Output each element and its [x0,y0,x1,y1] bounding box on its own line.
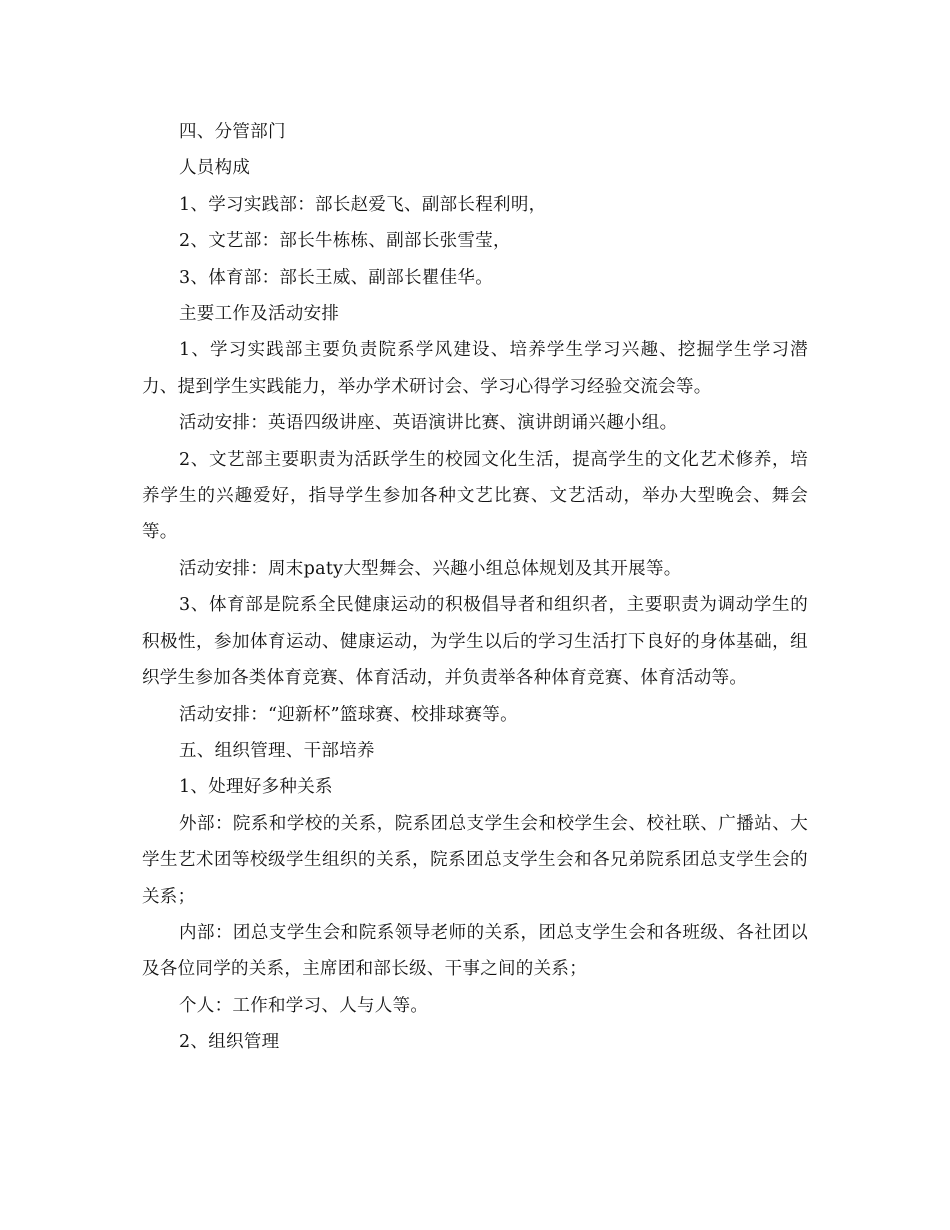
document-body [142,114,808,1061]
staff-item-sports: 3、体育部：部长王威、副部长瞿佳华。 [179,267,494,288]
paragraph-study-practice-duties: 1、学习实践部主要负责院系学风建设、培养学生学习兴趣、挖掘学生学习潜力、提到学生实践能力，举办学术研讨会、学习心得学习经验交流会等。 [142,340,808,397]
subheading-work-activities: 主要工作及活动安排 [179,304,340,325]
paragraph-arts-duties: 2、文艺部主要职责为活跃学生的校园文化生活，提高学生的文化艺术修养，培养学生的兴趣爱好，指导学生参加各种文艺比赛、文艺活动，举办大型晚会、舞会等。 [142,449,808,543]
paragraph-internal-relations: 内部：团总支学生会和院系领导老师的关系，团总支学生会和各班级、各社团以及各位同学的关系，主席团和部长级、干事之间的关系； [142,922,808,980]
paragraph-external-relations: 外部：院系和学校的关系，院系团总支学生会和校学生会、校社联、广播站、大学生艺术团等校级学生组织的关系，院系团总支学生会和各兄弟院系团总支学生会的关系； [142,813,808,907]
subheading-relationships: 1、处理好多种关系 [179,777,333,798]
section-heading-departments: 四、分管部门 [179,122,286,142]
subheading-organization-management: 2、组织管理 [179,1032,280,1053]
subheading-staff: 人员构成 [179,158,251,179]
paragraph-arts-activities: 活动安排：周末paty大型舞会、兴趣小组总体规划及其开展等。 [179,558,682,579]
paragraph-sports-duties: 3、体育部是院系全民健康运动的积极倡导者和组织者，主要职责为调动学生的积极性，参加体育运动、健康运动，为学生以后的学习生活打下良好的身体基础，组织学生参加各类体育竞赛、体育活动，并负责举各种体育竞赛、体育活动等。 [142,595,808,689]
staff-item-arts: 2、文艺部：部长牛栋栋、副部长张雪莹， [179,231,511,252]
paragraph-sports-activities: 活动安排：“迎新杯”篮球赛、校排球赛等。 [179,704,518,725]
paragraph-study-practice-activities: 活动安排：英语四级讲座、英语演讲比赛、演讲朗诵兴趣小组。 [179,413,678,434]
staff-item-study-practice: 1、学习实践部：部长赵爱飞、副部长程利明， [179,194,547,215]
section-heading-management: 五、组织管理、干部培养 [179,740,375,761]
paragraph-personal-relations: 个人：工作和学习、人与人等。 [179,995,429,1016]
